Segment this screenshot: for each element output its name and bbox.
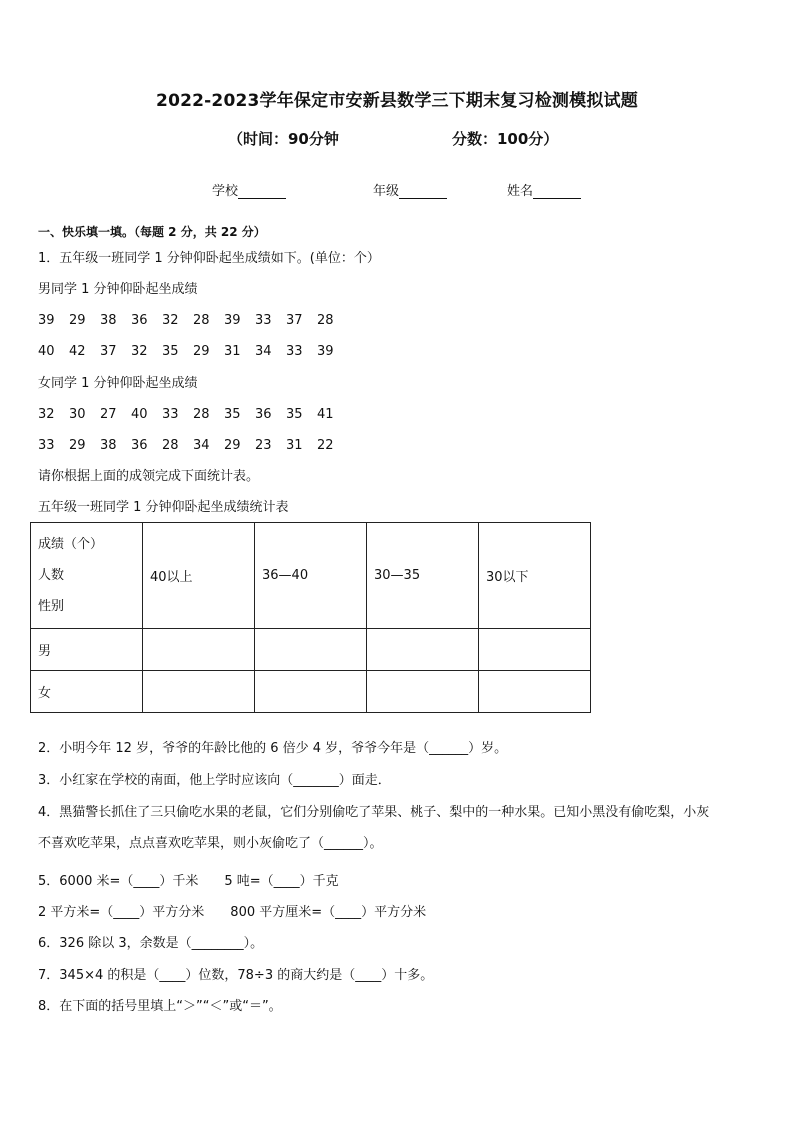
score-value: 31 bbox=[286, 438, 303, 453]
score-value: 35 bbox=[162, 344, 179, 359]
score-value: 35 bbox=[224, 407, 241, 422]
column-header: 30以下 bbox=[479, 523, 591, 629]
score-value: 39 bbox=[38, 313, 55, 328]
score-value: 36 bbox=[131, 313, 148, 328]
score-value: 28 bbox=[193, 407, 210, 422]
question-7: 7．345×4 的积是（____）位数，78÷3 的商大约是（____）十多。 bbox=[38, 968, 434, 983]
table-cell-blank[interactable] bbox=[143, 671, 255, 713]
grade-field bbox=[373, 180, 447, 199]
score-value: 39 bbox=[317, 344, 334, 359]
school-label: 学校 bbox=[212, 184, 239, 199]
table-cell-blank[interactable] bbox=[479, 629, 591, 671]
score-value: 22 bbox=[317, 438, 334, 453]
table-cell-blank[interactable] bbox=[479, 671, 591, 713]
header-score: 成绩（个） bbox=[38, 537, 104, 552]
page-title: 2022-2023学年保定市安新县数学三下期末复习检测模拟试题 bbox=[156, 91, 638, 111]
score-value: 37 bbox=[286, 313, 303, 328]
score-value: 32 bbox=[38, 407, 55, 422]
score-value: 41 bbox=[317, 407, 334, 422]
grade-blank bbox=[399, 185, 447, 199]
column-header: 36—40 bbox=[255, 523, 367, 629]
question-4-line-1: 4．黑猫警长抓住了三只偷吃水果的老鼠，它们分别偷吃了苹果、桃子、梨中的一种水果。已知小黑没有偷吃梨，小灰 bbox=[38, 805, 710, 820]
table-cell-blank[interactable] bbox=[255, 629, 367, 671]
stat-table bbox=[30, 522, 591, 713]
school-field bbox=[212, 180, 286, 199]
table-title: 五年级一班同学 1 分钟仰卧起坐成绩统计表 bbox=[38, 500, 289, 515]
score-value: 29 bbox=[224, 438, 241, 453]
girls-label: 女同学 1 分钟仰卧起坐成绩 bbox=[38, 376, 198, 391]
name-blank bbox=[533, 185, 581, 199]
table-cell-blank[interactable] bbox=[255, 671, 367, 713]
score-value: 40 bbox=[38, 344, 55, 359]
question-1-stem: 1．五年级一班同学 1 分钟仰卧起坐成绩如下。(单位：个） bbox=[38, 251, 380, 266]
score-value: 31 bbox=[224, 344, 241, 359]
score-value: 34 bbox=[193, 438, 210, 453]
score-value: 40 bbox=[131, 407, 148, 422]
grade-label: 年级 bbox=[373, 184, 400, 199]
score-value: 33 bbox=[286, 344, 303, 359]
section-heading: 一、快乐填一填。（每题 2 分，共 22 分） bbox=[38, 225, 266, 239]
table-cell-blank[interactable] bbox=[367, 671, 479, 713]
score-value: 27 bbox=[100, 407, 117, 422]
score-value: 29 bbox=[69, 313, 86, 328]
column-header: 30—35 bbox=[367, 523, 479, 629]
girls-scores-row-2 bbox=[38, 438, 348, 454]
score-value: 42 bbox=[69, 344, 86, 359]
row-label-boys: 男 bbox=[31, 629, 143, 671]
score-value: 32 bbox=[162, 313, 179, 328]
question-4-line-2: 不喜欢吃苹果，点点喜欢吃苹果，则小灰偷吃了（______）。 bbox=[38, 836, 383, 851]
table-cell-blank[interactable] bbox=[367, 629, 479, 671]
name-field bbox=[507, 180, 581, 199]
score-value: 29 bbox=[69, 438, 86, 453]
name-label: 姓名 bbox=[507, 184, 534, 199]
score-value: 35 bbox=[286, 407, 303, 422]
column-header: 40以上 bbox=[143, 523, 255, 629]
score-value: 28 bbox=[162, 438, 179, 453]
score-value: 33 bbox=[255, 313, 272, 328]
score-value: 28 bbox=[193, 313, 210, 328]
score-value: 36 bbox=[255, 407, 272, 422]
table-cell-blank[interactable] bbox=[143, 629, 255, 671]
exam-score: 分数：100分） bbox=[452, 130, 559, 148]
header-count: 人数 bbox=[38, 568, 65, 583]
score-value: 29 bbox=[193, 344, 210, 359]
score-value: 34 bbox=[255, 344, 272, 359]
girls-scores-row-1 bbox=[38, 407, 348, 423]
score-value: 38 bbox=[100, 313, 117, 328]
question-5-line-1: 5．6000 米=（____）千米 5 吨=（____）千克 bbox=[38, 874, 339, 889]
table-header-cell bbox=[31, 523, 143, 629]
score-value: 36 bbox=[131, 438, 148, 453]
boys-scores-row-1 bbox=[38, 313, 348, 329]
question-1-instruction: 请你根据上面的成领完成下面统计表。 bbox=[38, 469, 260, 484]
score-value: 33 bbox=[162, 407, 179, 422]
row-label-girls: 女 bbox=[31, 671, 143, 713]
exam-time: （时间：90分钟 bbox=[228, 130, 339, 148]
question-6: 6．326 除以 3，余数是（________）。 bbox=[38, 936, 264, 951]
boys-scores-row-2 bbox=[38, 344, 348, 360]
question-8: 8．在下面的括号里填上“＞”“＜”或“＝”。 bbox=[38, 999, 282, 1014]
boys-label: 男同学 1 分钟仰卧起坐成绩 bbox=[38, 282, 198, 297]
question-2: 2．小明今年 12 岁，爷爷的年龄比他的 6 倍少 4 岁，爷爷今年是（______）岁。 bbox=[38, 741, 508, 756]
score-value: 32 bbox=[131, 344, 148, 359]
header-gender: 性别 bbox=[38, 599, 65, 614]
score-value: 37 bbox=[100, 344, 117, 359]
score-value: 23 bbox=[255, 438, 272, 453]
score-value: 38 bbox=[100, 438, 117, 453]
school-blank bbox=[238, 185, 286, 199]
question-5-line-2: 2 平方米=（____）平方分米 800 平方厘米=（____）平方分米 bbox=[38, 905, 427, 920]
question-3: 3．小红家在学校的南面，他上学时应该向（_______）面走． bbox=[38, 773, 391, 788]
score-value: 39 bbox=[224, 313, 241, 328]
score-value: 33 bbox=[38, 438, 55, 453]
score-value: 28 bbox=[317, 313, 334, 328]
score-value: 30 bbox=[69, 407, 86, 422]
